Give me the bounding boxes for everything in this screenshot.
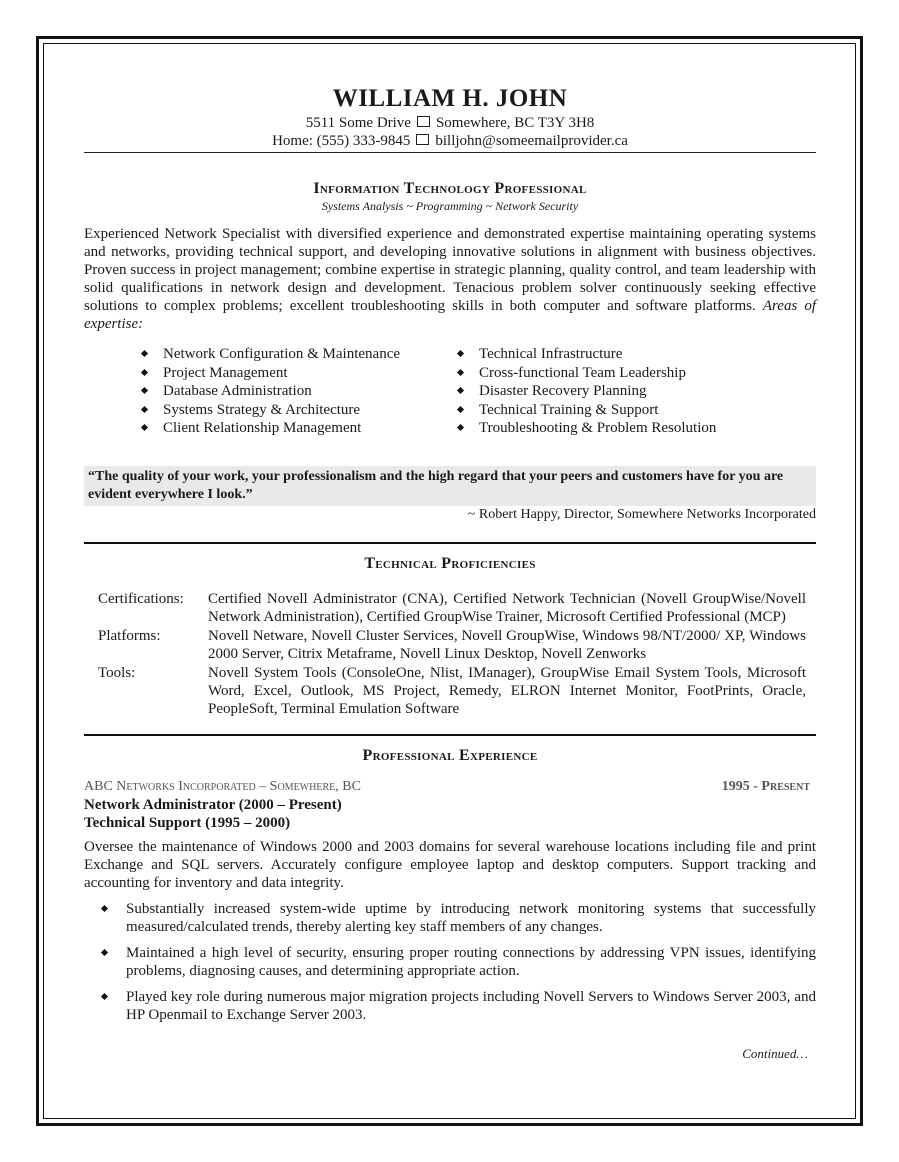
proficiency-value: Certified Novell Administrator (CNA), Certified Network Technician (Novell GroupWise/Novell Network Administration), Certified GroupWise Trainer, Microsoft Certified Professional (MCP) (208, 590, 806, 625)
employer-line (84, 778, 816, 796)
testimonial-quote (84, 466, 816, 506)
diamond-bullet-icon (457, 424, 464, 431)
job-description: Oversee the maintenance of Windows 2000 and 2003 domains for several warehouse locations including file and print Exchange and SQL servers. Accurately configure employee laptop and desktop computers. Support tracking and accounting for inventory and data integrity. (84, 838, 816, 891)
diamond-bullet-icon (457, 387, 464, 394)
separator-icon (417, 116, 430, 127)
city: Somewhere, BC T3Y 3H8 (435, 115, 595, 131)
job-title: Technical Support (1995 – 2000) (84, 814, 291, 831)
diamond-bullet-icon (141, 387, 148, 394)
employer-name: ABC Networks Incorporated – Somewhere, BC (84, 778, 361, 794)
expertise-item: Technical Infrastructure (456, 345, 772, 364)
diamond-bullet-icon (457, 350, 464, 357)
diamond-bullet-icon (141, 424, 148, 431)
technical-proficiencies-heading: Technical Proficiencies (364, 554, 536, 572)
areas-of-expertise-label: Areas of expertise: (84, 298, 817, 332)
expertise-item: Client Relationship Management (140, 419, 456, 438)
header-divider (84, 152, 816, 153)
section-divider (84, 734, 816, 736)
address: 5511 Some Drive (305, 115, 411, 131)
expertise-item: Project Management (140, 364, 456, 383)
expertise-column-right (456, 345, 772, 438)
diamond-bullet-icon (141, 350, 148, 357)
achievement-item: Maintained a high level of security, ensuring proper routing connections by addressing VPN issues, identifying problems, diagnosing causes, and determining appropriate action. (84, 944, 816, 980)
email-link[interactable]: billjohn@someemailprovider.ca (435, 133, 628, 149)
proficiency-row (84, 664, 816, 718)
proficiency-label: Certifications: (98, 590, 184, 607)
testimonial-text: “The quality of your work, your professionalism and the high regard that your peers and customers have for you are evident everywhere I look.” (88, 468, 784, 502)
achievement-list (84, 900, 816, 1024)
diamond-bullet-icon (101, 904, 108, 911)
proficiency-value: Novell System Tools (ConsoleOne, Nlist, IManager), GroupWise Email System Tools, Microsoft Word, Excel, Outlook, MS Project, Remedy, ELRON Internet Monitor, FootPrints, Oracle, PeopleSoft, Terminal Emulation Software (208, 664, 806, 717)
proficiency-label: Platforms: (98, 627, 161, 644)
expertise-item: Disaster Recovery Planning (456, 382, 772, 401)
professional-title: Information Technology Professional (313, 180, 587, 197)
expertise-item: Network Configuration & Maintenance (140, 345, 456, 364)
diamond-bullet-icon (101, 948, 108, 955)
professional-experience-heading: Professional Experience (362, 746, 538, 764)
job-title: Network Administrator (2000 – Present) (84, 796, 342, 813)
summary-paragraph (84, 225, 816, 333)
proficiency-row (84, 627, 816, 663)
expertise-item: Troubleshooting & Problem Resolution (456, 419, 772, 438)
achievement-item: Played key role during numerous major migration projects including Novell Servers to Windows Server 2003, and HP Openmail to Exchange Server 2003. (84, 988, 816, 1024)
phone: Home: (555) 333-9845 (272, 133, 411, 149)
candidate-name: WILLIAM H. JOHN (332, 85, 568, 112)
achievement-item: Substantially increased system-wide uptime by introducing network monitoring systems that successfully measured/calculated trends, thereby alerting key staff members of any changes. (84, 900, 816, 936)
contact-line-2 (84, 132, 816, 150)
diamond-bullet-icon (141, 368, 148, 375)
expertise-column-left (140, 345, 456, 438)
contact-line-1 (84, 114, 816, 132)
expertise-item: Database Administration (140, 382, 456, 401)
expertise-item: Systems Strategy & Architecture (140, 401, 456, 420)
technical-proficiencies-table (84, 590, 816, 718)
continued-note: Continued… (742, 1045, 808, 1061)
proficiency-label: Tools: (98, 664, 136, 681)
expertise-item: Cross-functional Team Leadership (456, 364, 772, 383)
proficiency-value: Novell Netware, Novell Cluster Services, Novell GroupWise, Windows 98/NT/2000/ XP, Windows 2000 Server, Citrix Metaframe, Novell Linux Desktop, Novell Zenworks (208, 627, 806, 662)
expertise-item: Technical Training & Support (456, 401, 772, 420)
separator-icon (416, 134, 429, 145)
diamond-bullet-icon (457, 405, 464, 412)
diamond-bullet-icon (101, 992, 108, 999)
diamond-bullet-icon (141, 405, 148, 412)
diamond-bullet-icon (457, 368, 464, 375)
summary-text: Experienced Network Specialist with diversified experience and demonstrated expertise maintaining operating systems and networks, providing technical support, and developing innovative solutions in alignment with business objectives. Proven success in project management; combine expertise in strategic planning, quality control, and team leadership with solid qualifications in network design and development. Tenacious problem solver continuously seeking effective solutions to complex problems; excellent troubleshooting skills in both computer and software platforms. (84, 226, 816, 314)
expertise-list (84, 345, 816, 438)
professional-subtitle: Systems Analysis ~ Programming ~ Network Security (321, 199, 579, 213)
testimonial-attribution: ~ Robert Happy, Director, Somewhere Networks Incorporated (467, 506, 816, 522)
proficiency-row (84, 590, 816, 626)
resume-page (84, 84, 816, 1062)
section-divider (84, 542, 816, 544)
employment-dates: 1995 - Present (721, 778, 810, 794)
